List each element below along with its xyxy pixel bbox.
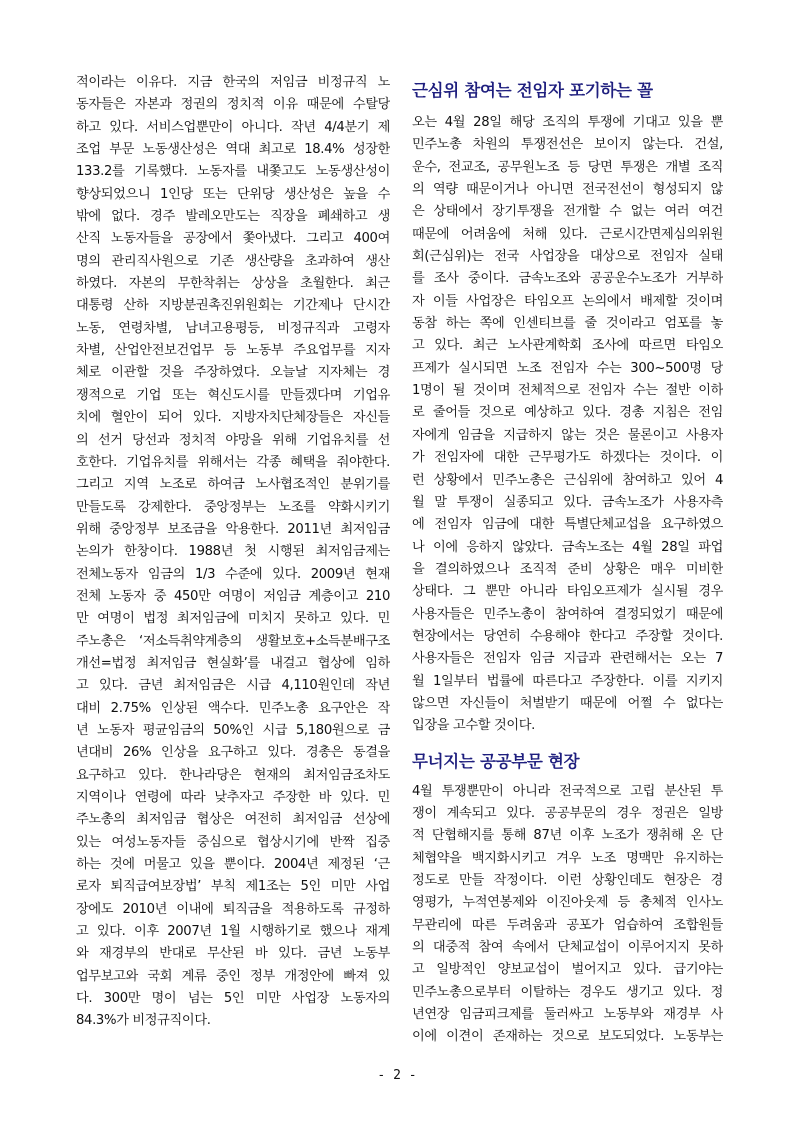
text-line: 의 선거 당선과 정치적 야망을 위해 기업유치를 선 [76, 432, 390, 448]
text-line: 민주노총 차원의 투쟁전선은 보이지 않는다. 건설, [412, 137, 723, 153]
text-line: 영평가, 누적연봉제와 이진아웃제 등 총체적 인사노 [412, 895, 723, 911]
text-line: 로자 퇴직급여보장법’ 부칙 제1조는 5인 미만 사업 [76, 879, 390, 895]
section-heading-public-sector: 무너지는 공공부문 현장 [412, 751, 580, 771]
text-line: 대통령 산하 지방분권촉진위원회는 기간제나 단시간 [76, 298, 390, 314]
text-line: 요구하고 있다. 한나라당은 현재의 최저임금조차도 [76, 767, 390, 783]
right-column [412, 72, 723, 1049]
text-line: 년 노동자 평균임금의 50%인 시급 5,180원으로 금 [76, 722, 390, 738]
text-line: 때문에 어려움에 처해 있다. 근로시간면제심의위원 [412, 226, 723, 242]
section-body-public-sector [412, 781, 723, 1049]
text-line: 에 전임자 임금에 대한 특별단체교섭을 요구하였으 [412, 517, 723, 533]
text-line: 적 단협해지를 통해 87년 이후 노조가 쟁취해 온 단 [412, 828, 723, 844]
text-line: 년대비 26% 인상을 요구하고 있다. 경총은 동결을 [76, 745, 390, 761]
text-line: 운수, 전교조, 공무원노조 등 당면 투쟁은 개별 조직 [412, 159, 723, 175]
text-line: 런 상황에서 민주노총은 근심위에 참여하고 있어 4 [412, 472, 723, 488]
text-line: 현장에서는 당연히 수용해야 한다고 주장할 것이다. [412, 628, 723, 644]
text-line: 업무보고와 국회 계류 중인 정부 개정안에 빠져 있 [76, 968, 390, 984]
text-line: 사용자들은 민주노총이 참여하여 결정되었기 때문에 [412, 606, 723, 622]
text-line: 프제가 실시되면 노조 전임자 수는 300~500명 당 [412, 360, 723, 376]
text-line: 을 결의하였으나 조직적 준비 상황은 매우 미비한 [412, 561, 723, 577]
text-line: 쟁이 계속되고 있다. 공공부문의 경우 정권은 일방 [412, 805, 723, 821]
text-line: 조업 부문 노동생산성은 역대 최고로 18.4% 성장한 [76, 142, 390, 158]
text-line: 체협약을 백지화시키고 겨우 노조 명맥만 유지하는 [412, 850, 723, 866]
text-line: 주노총의 최저임금 협상은 여전히 최저임금 선상에 [76, 812, 390, 828]
text-line: 지역이나 연령에 따라 낮추자고 주장한 바 있다. 민 [76, 790, 390, 805]
page-number: - 2 - [377, 1068, 417, 1083]
text-line: 와 재경부의 반대로 무산된 바 있다. 금년 노동부 [76, 946, 390, 962]
text-line: 않으면 자신들이 처벌받기 때문에 어쩔 수 없다는 [412, 695, 723, 711]
text-line: 무관리에 따른 두려움과 공포가 엄습하여 조합원들 [412, 917, 723, 933]
text-line: 만들도록 강제한다. 중앙정부는 노조를 약화시키기 [76, 499, 390, 515]
text-line: 나 이에 응하지 않았다. 금속노조는 4월 28일 파업 [412, 539, 723, 555]
text-line: 회(근심위)는 전국 사업장을 대상으로 전임자 실태 [412, 249, 723, 265]
text-line: 호한다. 기업유치를 위해서는 각종 혜택을 줘야한다. [76, 454, 390, 470]
text-line: 동자들은 자본과 정권의 정치적 이유 때문에 수탈당 [76, 97, 390, 113]
text-line: 이에 이견이 존재하는 것으로 보도되었다. 노동부는 [412, 1029, 723, 1045]
text-line: 산직 노동자들을 공장에서 쫓아냈다. 그리고 400여 [76, 231, 390, 247]
text-line: 의 역량 때문이거나 아니면 전국전선이 형성되지 않 [412, 182, 723, 198]
text-line: 상태다. 그 뿐만 아니라 타임오프제가 실시될 경우 [412, 584, 723, 600]
text-line: 고 있다. 금년 최저임금은 시급 4,110원인데 작년 [76, 678, 390, 694]
text-line: 월 말 투쟁이 실종되고 있다. 금속노조가 사용자측 [412, 494, 723, 510]
text-line: 명의 관리직사원으로 기존 생산량을 초과하여 생산 [76, 253, 390, 269]
text-line: 그리고 지역 노조로 하여금 노사협조적인 분위기를 [76, 477, 390, 493]
text-line: 가 전임자에 대한 근무평가도 하겠다는 것이다. 이 [412, 450, 723, 466]
text-line: 의 대중적 참여 속에서 단체교섭이 이루어지지 못하 [412, 940, 723, 956]
text-line: 쟁적으로 기업 또는 혁신도시를 만들겠다며 기업유 [76, 387, 390, 403]
text-line: 사용자들은 전임자 임금 지급과 관련해서는 오는 7 [412, 651, 723, 667]
text-line: 있는 여성노동자들 중심으로 협상시기에 반짝 집중 [76, 834, 390, 850]
text-line: 자 이들 사업장은 타임오프 논의에서 배제할 것이며 [412, 293, 723, 309]
text-line: 다. 300만 명이 넘는 5인 미만 사업장 노동자의 [76, 991, 390, 1007]
text-line: 정도로 만들 작정이다. 이런 상황인데도 현장은 경 [412, 873, 723, 888]
text-line: 고 있다. 이후 2007년 1월 시행하기로 했으나 재계 [76, 924, 390, 940]
text-line: 자에게 임금을 지급하지 않는 것은 물론이고 사용자 [412, 427, 723, 443]
section-heading-time-off: 근심위 참여는 전임자 포기하는 꼴 [412, 81, 653, 100]
section-body-time-off [412, 112, 723, 738]
left-column [76, 72, 390, 1033]
text-line: 만 여명이 법정 최저임금에 미치지 못하고 있다. 민 [76, 611, 390, 627]
text-line: 하고 있다. 서비스업뿐만이 아니다. 작년 4/4분기 제 [76, 119, 390, 135]
text-line: 위해 중앙정부 보조금을 악용한다. 2011년 최저임금 [76, 521, 390, 537]
text-line: 은 상태에서 장기투쟁을 전개할 수 없는 여러 여건 [412, 204, 723, 220]
text-line: 장에도 2010년 이내에 퇴직금을 적용하도록 규정하 [76, 901, 390, 917]
text-line: 민주노총으로부터 이탈하는 경우도 생기고 있다. 정 [412, 984, 723, 1000]
text-line: 전체노동자 임금의 1/3 수준에 있다. 2009년 현재 [76, 566, 390, 582]
text-line: 적이라는 이유다. 지금 한국의 저임금 비정규직 노 [76, 75, 390, 90]
text-line: 체로 이관할 것을 주장하였다. 오늘날 지자체는 경 [76, 365, 390, 381]
text-line: 고 일방적인 양보교섭이 벌어지고 있다. 급기야는 [412, 962, 723, 978]
text-line: 년연장 임금피크제를 둘러싸고 노동부와 재경부 사 [412, 1007, 723, 1023]
text-line: 로 줄어들 것으로 예상하고 있다. 경총 지침은 전임 [412, 405, 723, 421]
text-line: 하였다. 자본의 무한착취는 상상을 초월한다. 최근 [76, 276, 390, 292]
text-line: 차별, 산업안전보건업무 등 노동부 주요업무를 지자 [76, 343, 390, 359]
text-line: 월 1일부터 법률에 따른다고 주장한다. 이를 지키지 [412, 673, 723, 689]
text-line: 치에 혈안이 되어 있다. 지방자치단체장들은 자신들 [76, 410, 390, 426]
text-line: 개선=법정 최저임금 현실화’를 내걸고 협상에 임하 [76, 655, 390, 671]
text-line: 하는 것에 머물고 있을 뿐이다. 2004년 제정된 ‘근 [76, 857, 390, 873]
text-line: 향상되었으니 1인당 또는 단위당 생산성은 높을 수 [76, 186, 390, 202]
text-line: 노동, 연령차별, 남녀고용평등, 비정규직과 고령자 [76, 320, 390, 336]
text-line: 를 조사 중이다. 금속노조와 공공운수노조가 거부하 [412, 271, 723, 287]
text-line: 133.2를 기록했다. 노동자를 내쫓고도 노동생산성이 [76, 164, 390, 180]
text-line: 입장을 고수할 것이다. [412, 718, 536, 734]
text-line: 84.3%가 비정규직이다. [76, 1013, 211, 1029]
text-line: 동참 하는 쪽에 인센티브를 줄 것이라고 엄포를 놓 [412, 316, 723, 332]
text-line: 고 있다. 최근 노사관계학회 조사에 따르면 타임오 [412, 338, 723, 354]
text-line: 오는 4월 28일 해당 조직의 투쟁에 기대고 있을 뿐 [412, 115, 723, 130]
text-line: 밖에 없다. 경주 발레오만도는 직장을 폐쇄하고 생 [76, 209, 390, 225]
text-line: 대비 2.75% 인상된 액수다. 민주노총 요구안은 작 [76, 700, 390, 716]
text-line: 주노총은 ‘저소득취약계층의 생활보호+소득분배구조 [76, 633, 390, 649]
text-line: 논의가 한창이다. 1988년 첫 시행된 최저임금제는 [76, 544, 390, 560]
text-line: 전체 노동자 중 450만 여명이 저임금 계층이고 210 [76, 588, 390, 604]
text-line: 4월 투쟁뿐만이 아니라 전국적으로 고립 분산된 투 [412, 783, 723, 799]
text-line: 1명이 될 것이며 전체적으로 전임자 수는 절반 이하 [412, 383, 723, 399]
